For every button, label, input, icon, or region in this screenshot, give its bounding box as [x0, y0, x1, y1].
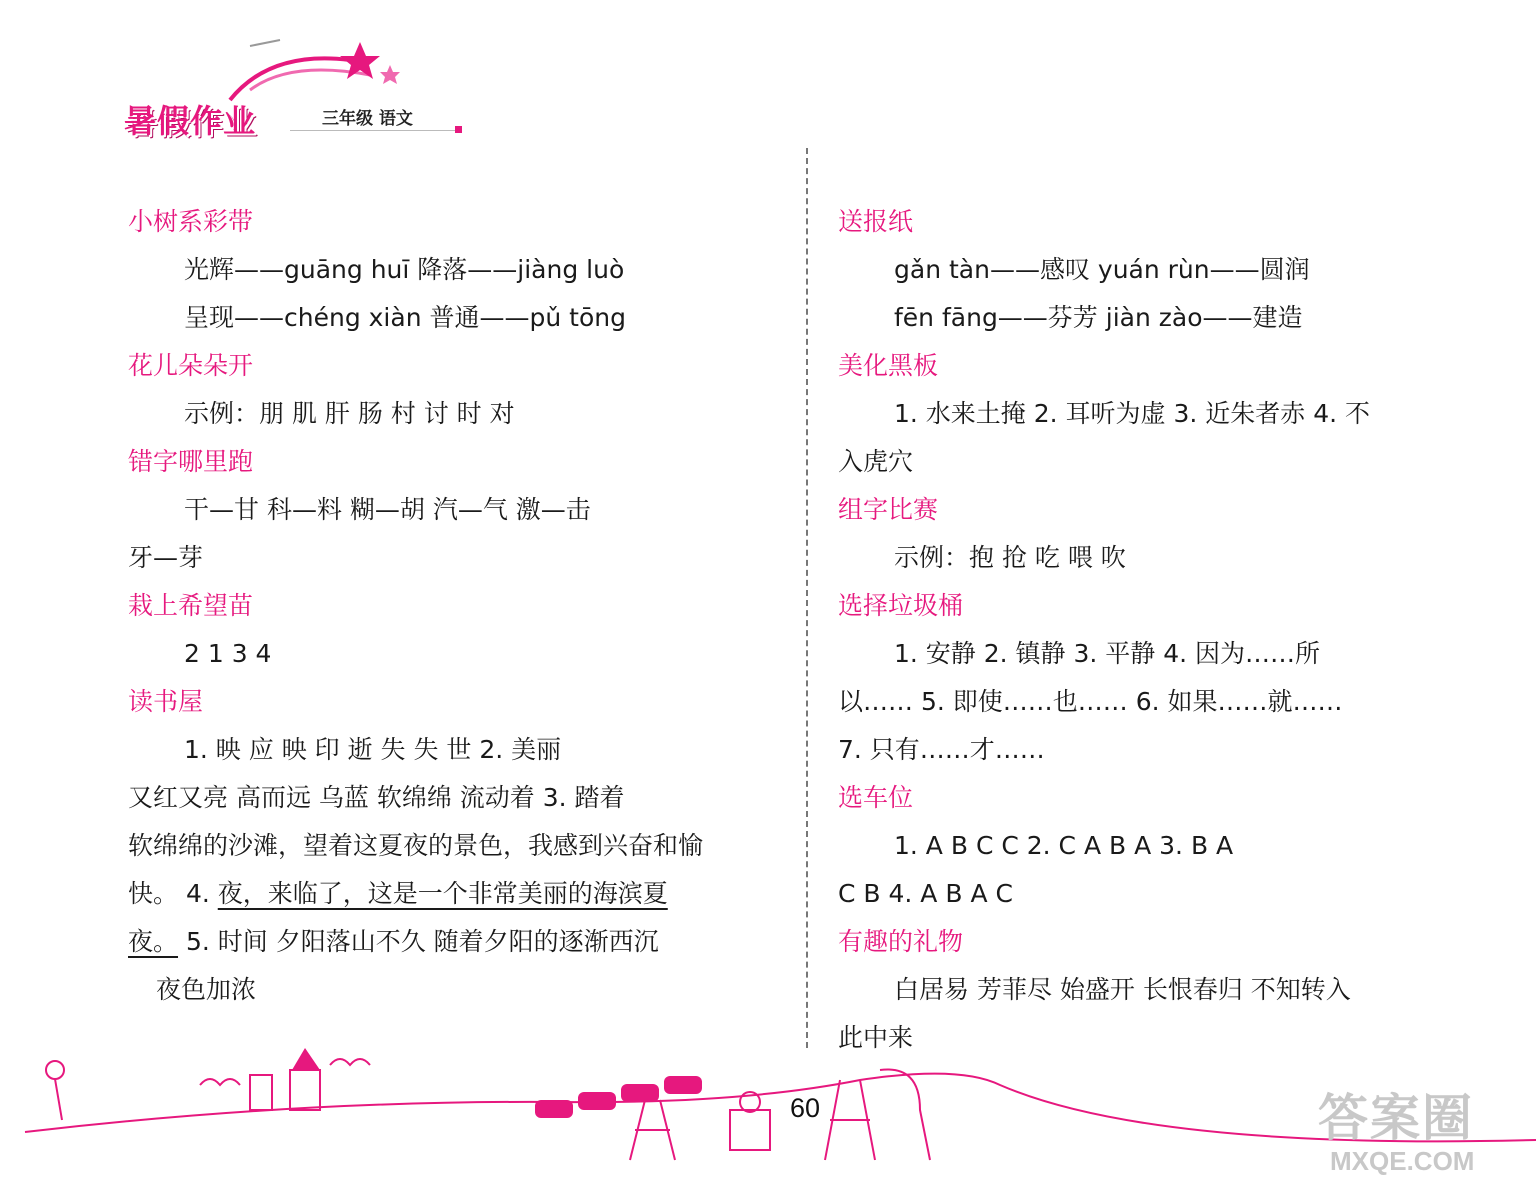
section-title: 组字比赛	[838, 495, 939, 524]
answer-line: 牙—芽	[128, 543, 204, 572]
section-title: 错字哪里跑	[128, 447, 254, 476]
tower-icon	[630, 1100, 675, 1160]
castle-icon	[730, 1110, 770, 1150]
section-title: 选择垃圾桶	[838, 591, 964, 620]
page-number: 60	[790, 1093, 821, 1123]
tower-icon	[825, 1080, 875, 1160]
column-divider	[806, 148, 808, 1048]
cloud-icon	[200, 1079, 240, 1085]
answer-line: 又红又亮 高而远 乌蓝 软绵绵 流动着 3. 踏着	[128, 783, 625, 812]
answer-line: 入虎穴	[838, 447, 914, 476]
answer-line: 此中来	[838, 1023, 914, 1052]
answer-line: 2 1 3 4	[184, 639, 272, 668]
footer-illustration	[0, 1040, 1536, 1185]
roller-coaster-track-icon	[880, 1070, 930, 1161]
answer-line: 软绵绵的沙滩，望着这夏夜的景色，我感到兴奋和愉	[128, 831, 704, 860]
book-series-logo: 暑假作业	[124, 102, 257, 140]
train-car-icon	[578, 1092, 616, 1110]
answer-line: 示例：朋 肌 肝 肠 村 讨 时 对	[184, 399, 515, 428]
answer-line	[128, 870, 780, 918]
answer-line: 1. A B C C 2. C A B A 3. B A	[894, 831, 1234, 860]
train-car-icon	[535, 1100, 573, 1118]
answer-line: fēn fāng——芬芳 jiàn zào——建造	[894, 303, 1303, 332]
section-title: 读书屋	[128, 687, 204, 716]
answer-line: 夜色加浓	[156, 975, 257, 1004]
answer-line: 呈现——chéng xiàn 普通——pǔ tōng	[184, 303, 626, 332]
answer-line: 1. 安静 2. 镇静 3. 平静 4. 因为……所	[894, 639, 1321, 668]
watermark-logo: 答案圈	[1318, 1089, 1474, 1147]
accent-dot	[455, 126, 462, 133]
cloud-icon	[330, 1059, 370, 1065]
answer-line: 1. 映 应 映 印 逝 失 失 世 2. 美丽	[184, 735, 562, 764]
answer-line: 示例：抱 抢 吃 喂 吹	[894, 543, 1126, 572]
section-title: 送报纸	[838, 207, 914, 236]
header-rule	[290, 130, 455, 131]
answer-line: 干—甘 科—料 糊—胡 汽—气 激—击	[184, 495, 591, 524]
answer-text: 快。 4.	[128, 879, 218, 908]
answer-line: gǎn tàn——感叹 yuán rùn——圆润	[894, 255, 1310, 284]
train-car-icon	[664, 1076, 702, 1094]
answer-line: 7. 只有……才……	[838, 735, 1045, 764]
answer-line	[128, 918, 780, 966]
answer-line: 光辉——guāng huī 降落——jiàng luò	[184, 255, 625, 284]
answer-line: 1. 水来土掩 2. 耳听为虚 3. 近朱者赤 4. 不	[894, 399, 1371, 428]
lamp-icon	[46, 1061, 64, 1079]
answer-line: C B 4. A B A C	[838, 879, 1013, 908]
section-title: 栽上希望苗	[128, 591, 254, 620]
answer-line: 以…… 5. 即使……也…… 6. 如果……就……	[838, 687, 1343, 716]
underlined-answer: 夜，来临了，这是一个非常美丽的海滨夏	[217, 879, 668, 908]
train-car-icon	[621, 1084, 659, 1102]
underlined-answer: 夜。	[128, 927, 179, 956]
right-column	[838, 198, 1490, 1062]
section-title: 美化黑板	[838, 351, 939, 380]
left-column	[128, 198, 780, 1014]
section-title: 选车位	[838, 783, 914, 812]
section-title: 花儿朵朵开	[128, 351, 254, 380]
answer-text: 5. 时间 夕阳落山不久 随着夕阳的逐渐西沉	[178, 927, 659, 956]
house-roof-icon	[292, 1048, 320, 1070]
building-icon	[250, 1075, 272, 1110]
section-title: 小树系彩带	[128, 207, 254, 236]
section-title: 有趣的礼物	[838, 927, 964, 956]
answer-line: 白居易 芳菲尽 始盛开 长恨春归 不知转入	[894, 975, 1351, 1004]
grade-subject-label: 三年级 语文	[322, 109, 413, 129]
page-header	[120, 30, 480, 140]
watermark-url: MXQE.COM	[1330, 1146, 1475, 1176]
